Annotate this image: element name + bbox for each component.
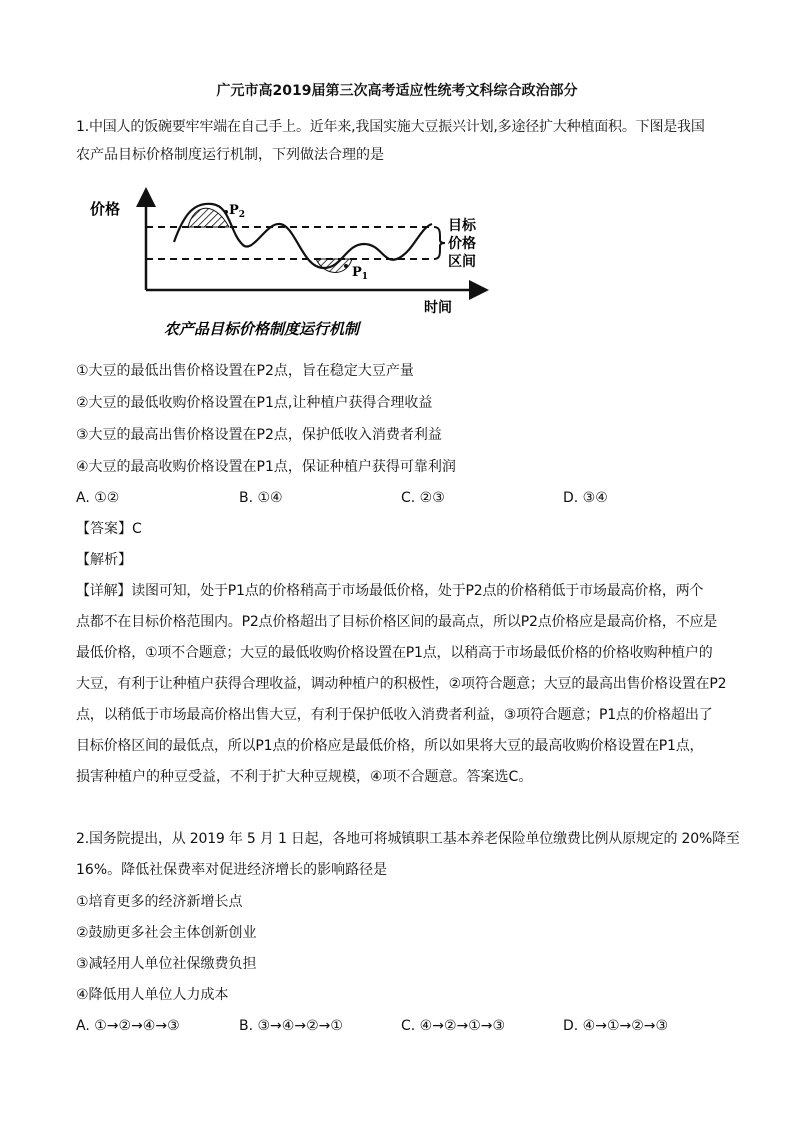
q1-option-b[interactable]: B. ①④ — [239, 490, 283, 506]
q2-statement-4: ④降低用人单位人力成本 — [76, 987, 229, 1003]
figure-caption: 农产品目标价格制度运行机制 — [164, 320, 360, 338]
price-chart — [84, 184, 504, 344]
range-label-1: 目标 — [448, 218, 476, 234]
q1-statement-3: ③大豆的最高出售价格设置在P2点，保护低收入消费者利益 — [76, 427, 442, 443]
q1-answer: 【答案】C — [76, 521, 142, 537]
range-label-2: 价格 — [448, 236, 476, 252]
q1-option-c[interactable]: C. ②③ — [401, 490, 445, 506]
q2-stem-line1: 2.国务院提出，从 2019 年 5 月 1 日起，各地可将城镇职工基本养老保险单位缴费比例从原规定的 20%降至 — [76, 831, 740, 847]
price-mechanism-figure — [84, 184, 504, 348]
q2-option-a[interactable]: A. ①→②→④→③ — [76, 1018, 180, 1034]
q2-option-b[interactable]: B. ③→④→②→① — [239, 1018, 343, 1034]
q1-option-a[interactable]: A. ①② — [76, 490, 120, 506]
q1-explanation-line2: 点都不在目标价格范围内。P2点价格超出了目标价格区间的最高点，所以P2点价格应是最高价格，不应是 — [76, 614, 718, 630]
q2-option-c[interactable]: C. ④→②→①→③ — [401, 1018, 506, 1034]
q1-explanation-line5: 点，以稍低于市场最高价格出售大豆，有利于保护低收入消费者利益，③项符合题意；P1点的价格超出了 — [76, 707, 713, 723]
q1-statement-1: ①大豆的最低出售价格设置在P2点，旨在稳定大豆产量 — [76, 363, 414, 379]
q1-stem-line2: 农产品目标价格制度运行机制，下列做法合理的是 — [76, 147, 384, 163]
q2-statement-1: ①培育更多的经济新增长点 — [76, 894, 243, 910]
y-axis-label: 价格 — [90, 200, 121, 218]
q1-explanation-line7: 损害种植户的种豆受益，不利于扩大种豆规模，④项不合题意。答案选C。 — [76, 769, 533, 785]
q2-option-d[interactable]: D. ④→①→②→③ — [563, 1018, 669, 1034]
q1-explanation-line1: 【详解】读图可知，处于P1点的价格稍高于市场最低价格，处于P2点的价格稍低于市场最高价格，两个 — [76, 583, 704, 599]
p1-label: $P_1$ — [352, 265, 369, 282]
q1-stem-line1: 1.中国人的饭碗要牢牢端在自己手上。近年来,我国实施大豆振兴计划,多途径扩大种植面积。下图是我国 — [76, 119, 705, 135]
q1-statement-4: ④大豆的最高收购价格设置在P1点，保证种植户获得可靠利润 — [76, 459, 456, 475]
q1-explanation-line6: 目标价格区间的最低点，所以P1点的价格应是最低价格，所以如果将大豆的最高收购价格设置在P1点， — [76, 738, 704, 754]
target-range-brace — [434, 227, 445, 259]
range-label-3: 区间 — [448, 254, 476, 270]
q1-option-d[interactable]: D. ③④ — [563, 490, 608, 506]
q2-stem-line2: 16%。降低社保费率对促进经济增长的影响路径是 — [76, 862, 388, 878]
q2-statement-2: ②鼓励更多社会主体创新创业 — [76, 925, 257, 941]
p1-point — [344, 264, 348, 268]
q1-statement-2: ②大豆的最低收购价格设置在P1点,让种植户获得合理收益 — [76, 395, 433, 411]
page-title: 广元市高2019届第三次高考适应性统考文科综合政治部分 — [216, 83, 578, 99]
x-axis-label: 时间 — [424, 300, 452, 316]
q2-statement-3: ③减轻用人单位社保缴费负担 — [76, 956, 257, 972]
p2-point — [224, 210, 228, 214]
q1-explanation-line3: 最低价格，①项不合题意；大豆的最低收购价格设置在P1点，以稍高于市场最低价格的价格收购种植户的 — [76, 645, 713, 661]
q1-analysis-label: 【解析】 — [76, 552, 132, 568]
p2-label: $P_2$ — [229, 203, 246, 220]
q1-explanation-line4: 大豆，有利于让种植户获得合理收益，调动种植户的积极性，②项符合题意；大豆的最高出售价格设置在P2 — [76, 676, 727, 692]
